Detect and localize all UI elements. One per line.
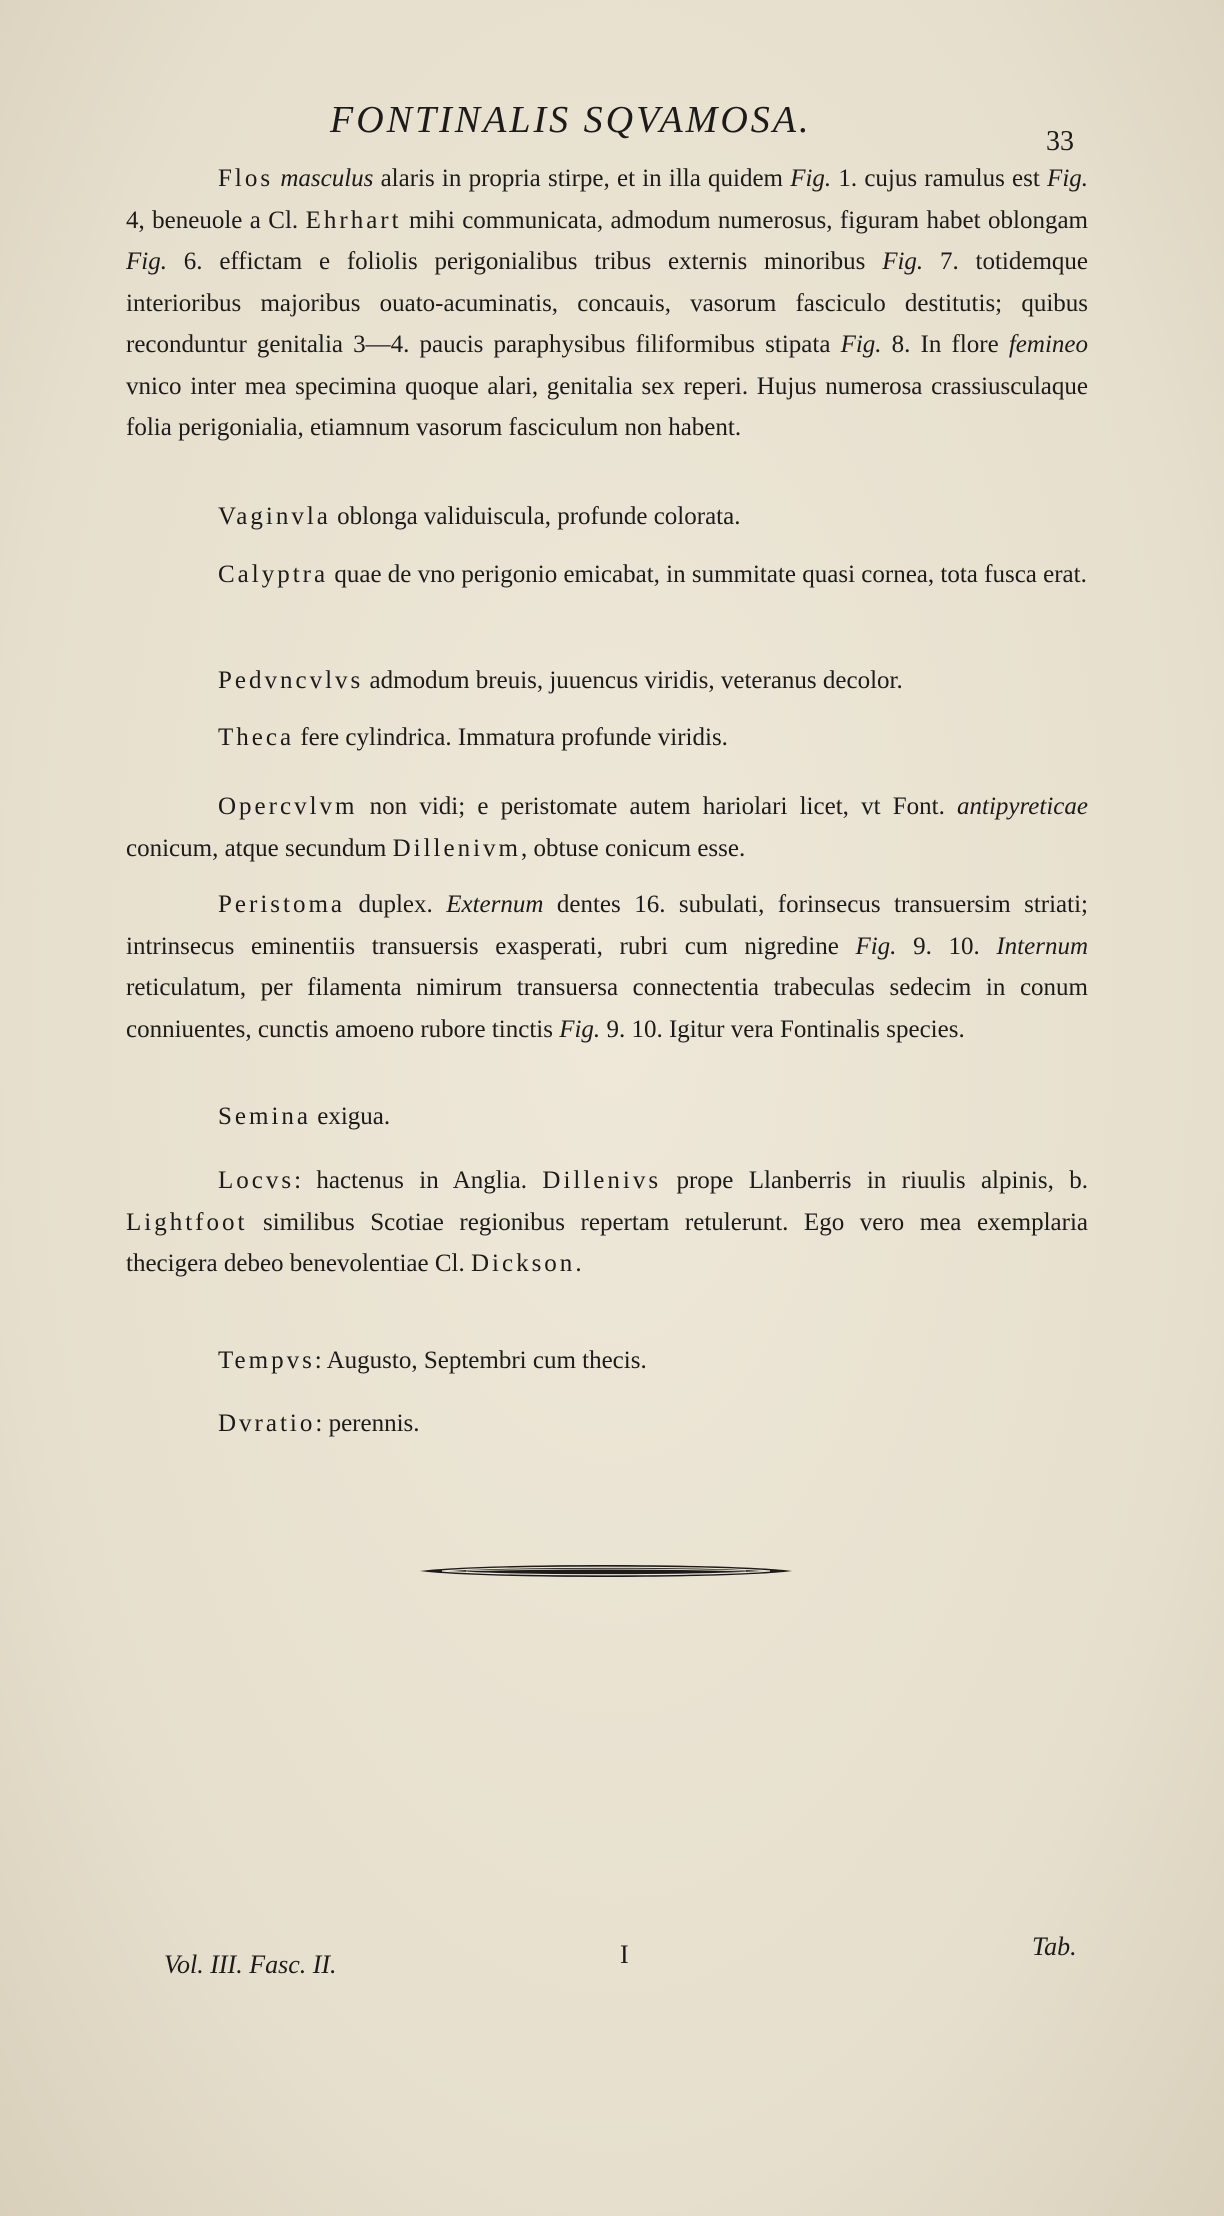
paragraph-duratio: Dvratio: perennis. bbox=[218, 1410, 420, 1437]
term-antipyreticae: antipyreticae bbox=[957, 793, 1088, 820]
paragraph-operculum: Opercvlvm non vidi; e peristomate autem hariolari licet, vt Font. antipyreticae conicum, atque secundum Dillenivm, obtuse conicum esse. bbox=[126, 793, 1088, 862]
name-dillenius: Dillenivs bbox=[542, 1167, 662, 1194]
ornamental-rule-divider bbox=[418, 1560, 794, 1582]
term-flos: Flos bbox=[218, 165, 274, 192]
paragraph-tempus: Tempvs: Augusto, Septembri cum thecis. bbox=[218, 1347, 647, 1374]
name-lightfoot: Lightfoot bbox=[126, 1208, 248, 1236]
term-externum: Externum bbox=[446, 891, 544, 918]
paragraph-pedunculus: Pedvncvlvs admodum breuis, juuencus viridis, veteranus decolor. bbox=[218, 667, 903, 694]
catchword: Tab. bbox=[1032, 1932, 1077, 1961]
term-operculum: Opercvlvm bbox=[218, 793, 358, 820]
paragraph-theca: Theca fere cylindrica. Immatura profunde viridis. bbox=[218, 724, 728, 751]
page-title: FONTINALIS SQVAMOSA. bbox=[330, 99, 812, 141]
term-masculus: masculus bbox=[280, 165, 374, 192]
gathering-signature: I bbox=[620, 1940, 629, 1969]
term-vaginula: Vaginvla bbox=[218, 503, 331, 530]
name-ehrhart: Ehrhart bbox=[305, 206, 402, 234]
volume-signature: Vol. III. Fasc. II. bbox=[164, 1950, 337, 1979]
name-dillenium: Dillenivm bbox=[392, 834, 521, 862]
term-internum: Internum bbox=[996, 932, 1089, 960]
term-pedunculus: Pedvncvlvs bbox=[218, 667, 364, 694]
paragraph-semina: Semina exigua. bbox=[218, 1103, 391, 1130]
page-number: 33 bbox=[1046, 126, 1074, 157]
paragraph-flos: Flos masculus alaris in propria stirpe, et in illa quidem Fig. 1. cujus ramulus est Fig. 4, beneuole a Cl. Ehrhart mihi communicata, admodum numerosus, figuram habet oblongam Fig. 6. effictam e foliolis perigonialibus tribus externis minoribus Fig. 7. totidemque interioribus majoribus ouato-acuminatis, concauis, vasorum fasciculo destitutis; quibus reconduntur genitalia 3—4. paucis paraphysibus filiformibus stipata Fig. 8. In flore femineo vnico inter mea specimina quoque alari, genitalia sex reperi. Hujus numerosa crassiusculaque folia perigonialia, etiamnum vasorum fasciculum non habent. bbox=[126, 165, 1089, 441]
term-tempus: Tempvs bbox=[218, 1347, 315, 1374]
paragraph-calyptra: Calyptra quae de vno perigonio emicabat, in summitate quasi cornea, tota fusca erat. bbox=[218, 561, 1087, 588]
term-semina: Semina bbox=[218, 1103, 311, 1130]
name-dickson: Dickson bbox=[470, 1250, 576, 1277]
term-theca: Theca bbox=[218, 724, 295, 751]
term-calyptra: Calyptra bbox=[218, 561, 329, 588]
term-duratio: Dvratio bbox=[218, 1410, 316, 1437]
term-femineo: femineo bbox=[1008, 331, 1088, 358]
term-locus: Locvs bbox=[218, 1167, 295, 1194]
paragraph-locus: Locvs: hactenus in Anglia. Dillenivs prope Llanberris in riuulis alpinis, b. Lightfoot similibus Scotiae regionibus repertam retulerunt. Ego vero mea exemplaria thecigera debeo benevolentiae Cl. Dickson. bbox=[126, 1167, 1088, 1277]
paragraph-peristoma: Peristoma duplex. Externum dentes 16. subulati, forinsecus transuersim striati; intrinsecus eminentiis transuersis exasperati, rubri cum nigredine Fig. 9. 10. Internum reticulatum, per filamenta nimirum transuersa connectentia trabeculas sedecim in conum conniuentes, cunctis amoeno rubore tinctis Fig. 9. 10. Igitur vera Fontinalis species. bbox=[126, 891, 1089, 1043]
term-peristoma: Peristoma bbox=[218, 891, 345, 918]
paragraph-vaginula: Vaginvla oblonga validuiscula, profunde colorata. bbox=[218, 503, 741, 530]
